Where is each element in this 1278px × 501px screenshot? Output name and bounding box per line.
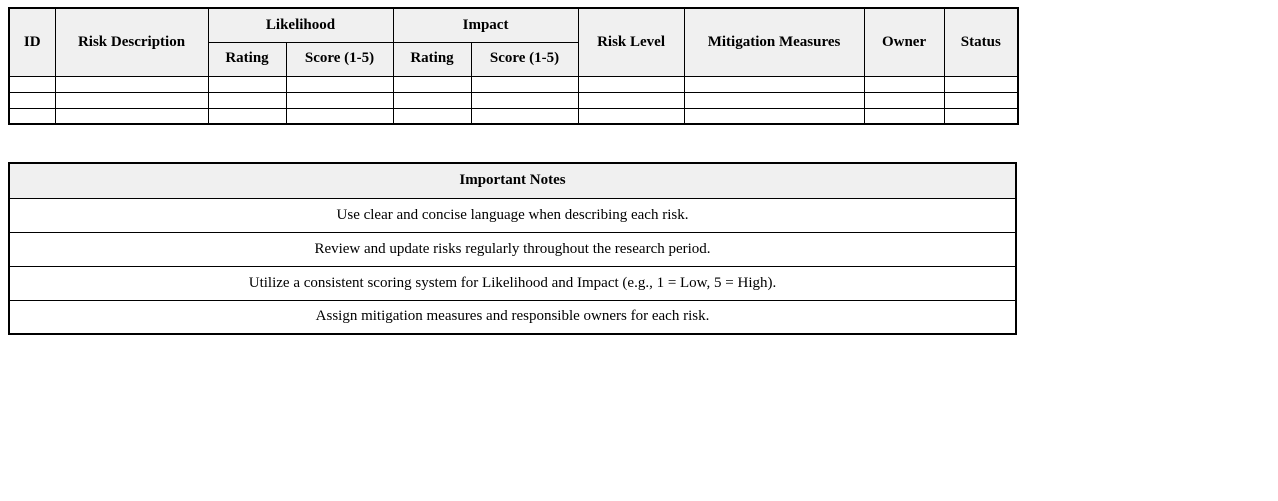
empty-cell-status[interactable] xyxy=(944,76,1018,92)
empty-cell-id[interactable] xyxy=(9,92,55,108)
header-owner: Owner xyxy=(864,8,944,76)
empty-cell-impact-score[interactable] xyxy=(471,92,578,108)
table-row xyxy=(9,92,1018,108)
empty-cell-risk-description[interactable] xyxy=(55,108,208,124)
empty-cell-mitigation-measures[interactable] xyxy=(684,76,864,92)
notes-table-body xyxy=(9,198,1016,334)
table-row xyxy=(9,108,1018,124)
header-impact-group: Impact xyxy=(393,8,578,42)
empty-cell-impact-rating[interactable] xyxy=(393,76,471,92)
empty-cell-owner[interactable] xyxy=(864,76,944,92)
header-mitigation-measures: Mitigation Measures xyxy=(684,8,864,76)
header-likelihood-score: Score (1-5) xyxy=(286,42,393,76)
empty-cell-owner[interactable] xyxy=(864,92,944,108)
header-impact-score: Score (1-5) xyxy=(471,42,578,76)
empty-cell-risk-level[interactable] xyxy=(578,92,684,108)
note-row xyxy=(9,198,1016,232)
empty-cell-risk-level[interactable] xyxy=(578,108,684,124)
note-text: Utilize a consistent scoring system for Likelihood and Impact (e.g., 1 = Low, 5 = High). xyxy=(9,266,1016,300)
note-text: Assign mitigation measures and responsible owners for each risk. xyxy=(9,300,1016,334)
note-text: Review and update risks regularly throughout the research period. xyxy=(9,232,1016,266)
notes-header-row xyxy=(9,163,1016,198)
header-likelihood-rating: Rating xyxy=(208,42,286,76)
empty-cell-id[interactable] xyxy=(9,76,55,92)
header-id: ID xyxy=(9,8,55,76)
empty-cell-risk-description[interactable] xyxy=(55,92,208,108)
empty-cell-impact-score[interactable] xyxy=(471,108,578,124)
note-row xyxy=(9,232,1016,266)
header-risk-description: Risk Description xyxy=(55,8,208,76)
empty-cell-impact-score[interactable] xyxy=(471,76,578,92)
empty-cell-owner[interactable] xyxy=(864,108,944,124)
empty-cell-likelihood-rating[interactable] xyxy=(208,108,286,124)
empty-cell-status[interactable] xyxy=(944,92,1018,108)
empty-cell-risk-description[interactable] xyxy=(55,76,208,92)
note-text: Use clear and concise language when describing each risk. xyxy=(9,198,1016,232)
empty-cell-id[interactable] xyxy=(9,108,55,124)
empty-cell-likelihood-rating[interactable] xyxy=(208,76,286,92)
notes-table-header xyxy=(9,163,1016,198)
note-row xyxy=(9,300,1016,334)
empty-cell-impact-rating[interactable] xyxy=(393,92,471,108)
header-likelihood-group: Likelihood xyxy=(208,8,393,42)
header-risk-level: Risk Level xyxy=(578,8,684,76)
empty-cell-mitigation-measures[interactable] xyxy=(684,108,864,124)
table-row xyxy=(9,76,1018,92)
empty-cell-mitigation-measures[interactable] xyxy=(684,92,864,108)
empty-cell-likelihood-score[interactable] xyxy=(286,108,393,124)
notes-title: Important Notes xyxy=(9,163,1016,198)
important-notes-table xyxy=(8,162,1017,335)
header-impact-rating: Rating xyxy=(393,42,471,76)
risk-table-body xyxy=(9,76,1018,124)
empty-cell-risk-level[interactable] xyxy=(578,76,684,92)
empty-cell-impact-rating[interactable] xyxy=(393,108,471,124)
empty-cell-likelihood-rating[interactable] xyxy=(208,92,286,108)
empty-cell-likelihood-score[interactable] xyxy=(286,76,393,92)
note-row xyxy=(9,266,1016,300)
risk-register-table xyxy=(8,7,1019,125)
header-row-groups xyxy=(9,8,1018,42)
header-status: Status xyxy=(944,8,1018,76)
risk-table-header xyxy=(9,8,1018,76)
empty-cell-likelihood-score[interactable] xyxy=(286,92,393,108)
empty-cell-status[interactable] xyxy=(944,108,1018,124)
